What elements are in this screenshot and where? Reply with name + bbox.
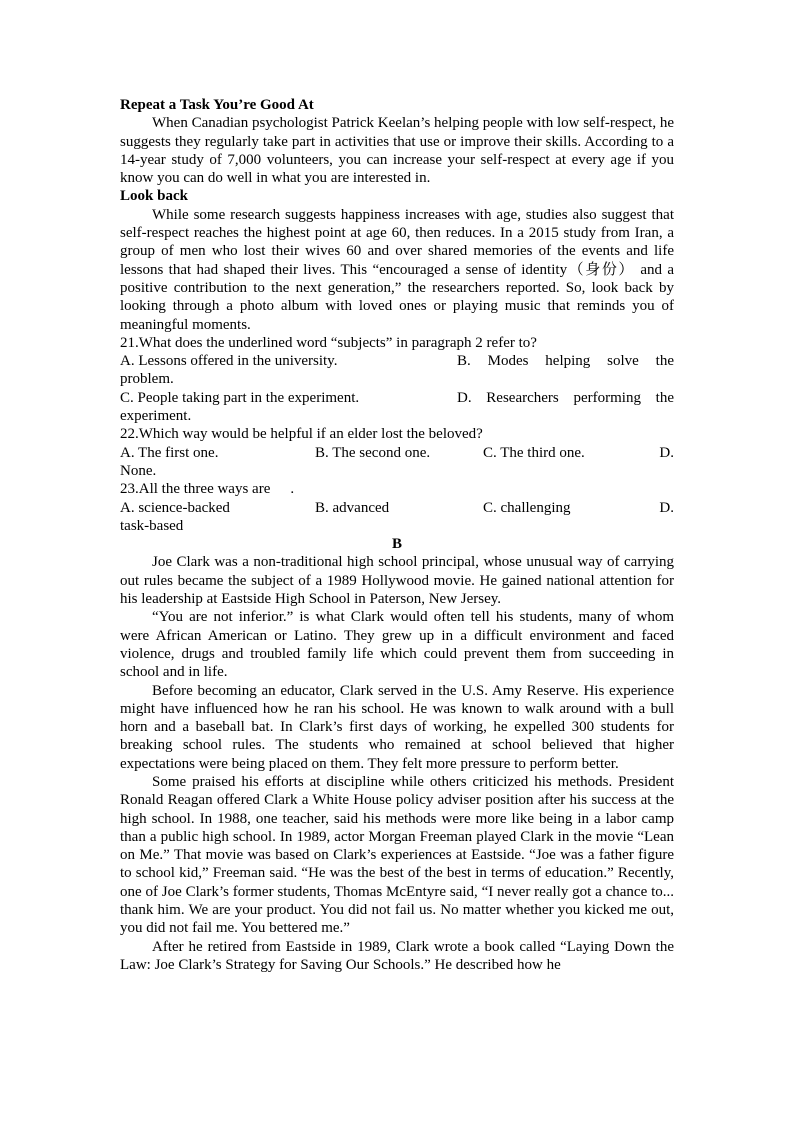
- question-23-option-c: C. challenging: [483, 499, 571, 516]
- paragraph-b-5: After he retired from Eastside in 1989, Clark wrote a book called “Laying Down the Law: Joe Clark’s Strategy for Saving Our Schools.” He described how he: [120, 938, 674, 973]
- question-22-option-c: C. The third one.: [483, 444, 585, 461]
- question-23-option-b: B. advanced: [315, 499, 390, 516]
- question-22-option-a: A. The first one.: [120, 444, 219, 461]
- question-22-option-b: B. The second one.: [315, 444, 431, 461]
- question-23-option-d: D.: [659, 499, 674, 516]
- section-heading-look-back: Look back: [120, 188, 188, 205]
- paragraph-b-2: “You are not inferior.” is what Clark would often tell his students, many of whom were African American or Latino. They grew up in a difficult environment and faced violence, drugs and troubled family life which could prevent them from succeeding in school and in life.: [120, 609, 674, 681]
- question-22-option-d: D.: [659, 444, 674, 461]
- question-22-options: [120, 444, 674, 462]
- question-21-options-ab: [120, 352, 674, 370]
- option-d-word: Researchers: [486, 389, 559, 406]
- question-23-option-a: A. science-backed: [120, 499, 230, 516]
- paragraph-repeat-task: When Canadian psychologist Patrick Keelan’s helping people with low self-respect, he suggests they regularly take part in activities that use or improve their skills. According to a 14-year study of 7,000 volunteers, you can increase your self-respect at every age if you know you can do well in what you are interested in.: [120, 115, 674, 187]
- question-21-options-cd: [120, 389, 674, 407]
- section-label-b: B: [391, 536, 402, 553]
- option-d-word: performing: [573, 389, 641, 406]
- section-heading-repeat-task: Repeat a Task You’re Good At: [120, 97, 314, 113]
- paragraph-b-1: Joe Clark was a non-traditional high school principal, whose unusual way of carrying out rules became the subject of a 1989 Hollywood movie. He gained national attention for his leadership at Eastside High School in Paterson, New Jersey.: [120, 554, 674, 608]
- option-b-word: B.: [457, 353, 471, 370]
- question-21-option-d-continued: experiment.: [120, 408, 192, 425]
- option-d-word: D.: [457, 389, 472, 406]
- question-21-stem: 21.What does the underlined word “subjects” in paragraph 2 refer to?: [120, 334, 537, 351]
- question-23-stem-text: 23.All the three ways are: [120, 481, 271, 498]
- option-b-word: helping: [545, 353, 591, 370]
- question-21-option-d: [457, 389, 674, 407]
- paragraph-b-3: Before becoming an educator, Clark served in the U.S. Amy Reserve. His experience might have influenced how he ran his school. He was known to walk around with a bull horn and a baseball bat. In Clark’s first days of working, he expelled 300 students for breaking school rules. The students who remained at school believed that higher expectations were being placed on them. They felt more pressure to perform better.: [120, 682, 674, 772]
- question-23-option-d-continued: task-based: [120, 517, 184, 534]
- option-b-word: Modes: [487, 353, 529, 370]
- question-22-stem: 22.Which way would be helpful if an elder lost the beloved?: [120, 426, 483, 443]
- question-21-option-b: [457, 352, 674, 370]
- question-21-option-a: A. Lessons offered in the university.: [120, 353, 338, 370]
- question-23-stem-end: .: [290, 481, 295, 498]
- question-23-options: [120, 499, 674, 517]
- question-23-stem: [120, 480, 674, 498]
- paragraph-b-4: Some praised his efforts at discipline while others criticized his methods. President Ronald Reagan offered Clark a White House policy adviser position after his success at the high school. In 1988, one teacher, said his methods were more like being in a labor camp than a public high school. In 1989, actor Morgan Freeman played Clark in the movie “Lean on Me.” That movie was based on Clark’s experiences at Eastside. “Joe was a father figure to school kid,” Freeman said. “He was the best of the best in terms of education.” Recently, one of Joe Clark’s former students, Thomas McEntyre said, “I never really got a chance to... thank him. We are your product. You did not fail us. No matter whether you kicked me out, you did not fail me. You bettered me.”: [120, 773, 674, 937]
- question-21-option-c: C. People taking part in the experiment.: [120, 389, 360, 406]
- option-b-word: the: [655, 353, 674, 370]
- document-page: [120, 96, 674, 974]
- question-21-option-b-continued: problem.: [120, 371, 174, 388]
- paragraph-look-back: While some research suggests happiness increases with age, studies also suggest that self-respect reaches the highest point at age 60, then reduces. In a 2015 study from Iran, a group of men who lost their wives 60 and over shared memories of the events and life lessons that had shaped their lives. This “encouraged a sense of identity（身份） and a positive contribution to the next generation,” the researchers reported. So, look back by looking through a photo album with loved ones or playing music that reminds you of meaningful moments.: [120, 206, 674, 333]
- option-d-word: the: [655, 389, 674, 406]
- option-b-word: solve: [607, 353, 639, 370]
- question-22-option-d-continued: None.: [120, 462, 157, 479]
